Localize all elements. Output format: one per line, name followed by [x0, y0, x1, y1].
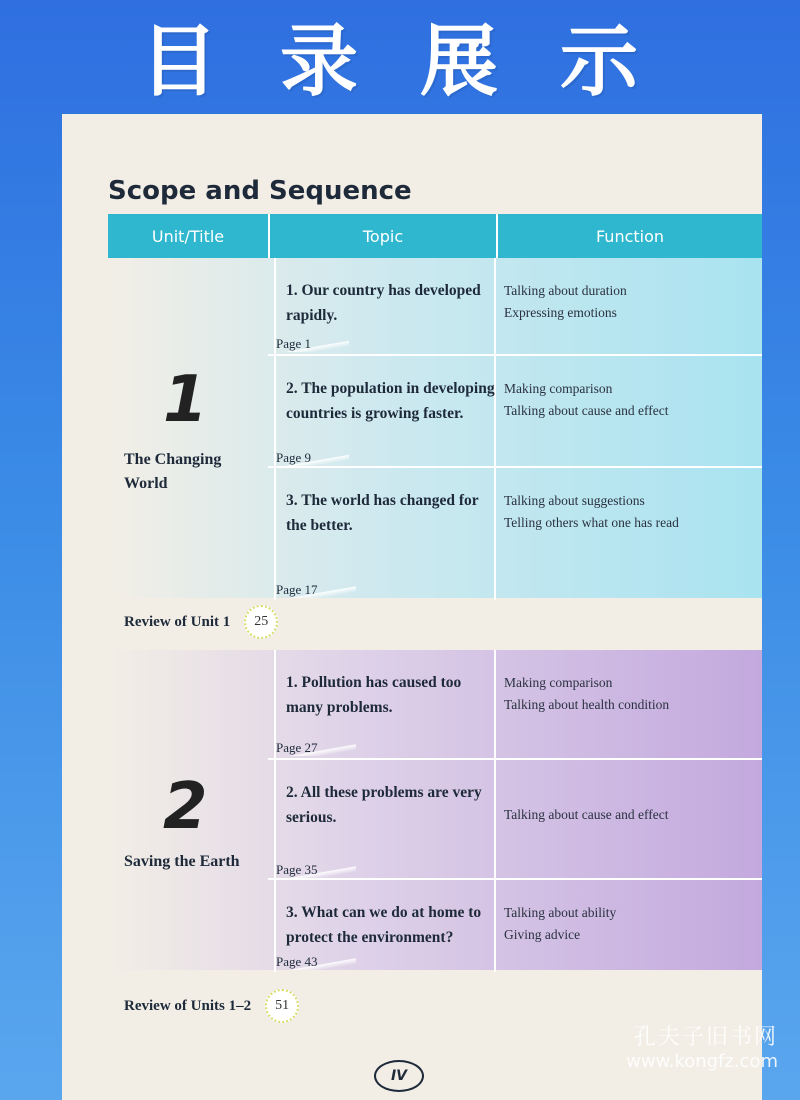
function-cell [504, 490, 679, 534]
page-title: Scope and Sequence [108, 176, 412, 206]
unit-number: 2 [163, 770, 208, 844]
topic-text: 2. All these problems are very serious. [286, 784, 482, 826]
page-ref: Page 1 [276, 336, 349, 352]
review-label: Review of Units 1–2 [124, 997, 252, 1014]
unit-2-block [108, 650, 762, 970]
watermark [626, 1020, 778, 1072]
banner-title: 目录展示 [139, 17, 700, 107]
function-item: Talking about ability [504, 905, 617, 920]
function-cell [504, 378, 669, 422]
function-item: Giving advice [504, 927, 581, 942]
page-ref: Page 43 [276, 954, 356, 970]
table-header [108, 214, 762, 258]
function-item: Talking about suggestions [504, 493, 645, 508]
function-item: Making comparison [504, 675, 613, 690]
table-row [268, 466, 762, 600]
table-row [268, 878, 762, 972]
review-label: Review of Unit 1 [124, 613, 231, 630]
review-unit-1 [108, 604, 762, 640]
function-item: Making comparison [504, 381, 613, 396]
function-cell [504, 902, 616, 946]
unit-1-block [108, 258, 762, 598]
topic-cell [274, 258, 496, 354]
function-item: Talking about cause and effect [504, 403, 669, 418]
table-row [268, 650, 762, 758]
function-item: Talking about cause and effect [504, 807, 669, 822]
function-item: Telling others what one has read [504, 515, 679, 530]
function-cell [504, 280, 627, 324]
table-row [268, 758, 762, 880]
topic-text: 1. Pollution has caused too many problems. [286, 674, 462, 716]
table-row [268, 354, 762, 468]
unit-title: The Changing World [124, 451, 222, 492]
page-ref: Page 17 [276, 582, 356, 598]
function-item: Expressing emotions [504, 305, 617, 320]
page-ref: Page 9 [276, 450, 349, 466]
topic-cell [274, 880, 496, 972]
watermark-url: www.kongfz.com [626, 1051, 778, 1072]
review-units-1-2 [108, 988, 762, 1024]
topic-text: 3. The world has changed for the better. [286, 492, 479, 534]
function-cell [504, 804, 669, 826]
unit-number: 1 [163, 363, 208, 437]
review-page-number: 25 [244, 605, 278, 639]
topic-text: 3. What can we do at home to protect the environment? [286, 904, 482, 946]
topic-text: 2. The population in developing countries is growing faster. [286, 380, 495, 422]
topic-cell [274, 356, 496, 468]
watermark-text: 孔夫子旧书网 [633, 1025, 778, 1050]
topic-cell [274, 650, 496, 758]
banner [0, 0, 800, 110]
function-item: Talking about health condition [504, 697, 670, 712]
page-number: IV [374, 1060, 424, 1092]
topic-cell [274, 760, 496, 880]
book-page [62, 114, 762, 1100]
header-unit-title: Unit/Title [108, 214, 270, 258]
function-item: Talking about duration [504, 283, 627, 298]
topic-cell [274, 468, 496, 600]
unit-title: Saving the Earth [124, 853, 240, 870]
header-function: Function [595, 226, 665, 246]
page-ref: Page 35 [276, 862, 356, 878]
function-cell [504, 672, 669, 716]
table-row [268, 258, 762, 354]
page-ref: Page 27 [276, 740, 356, 756]
review-page-number: 51 [265, 989, 299, 1023]
topic-text: 1. Our country has developed rapidly. [286, 282, 481, 324]
header-topic: Topic [270, 214, 498, 258]
